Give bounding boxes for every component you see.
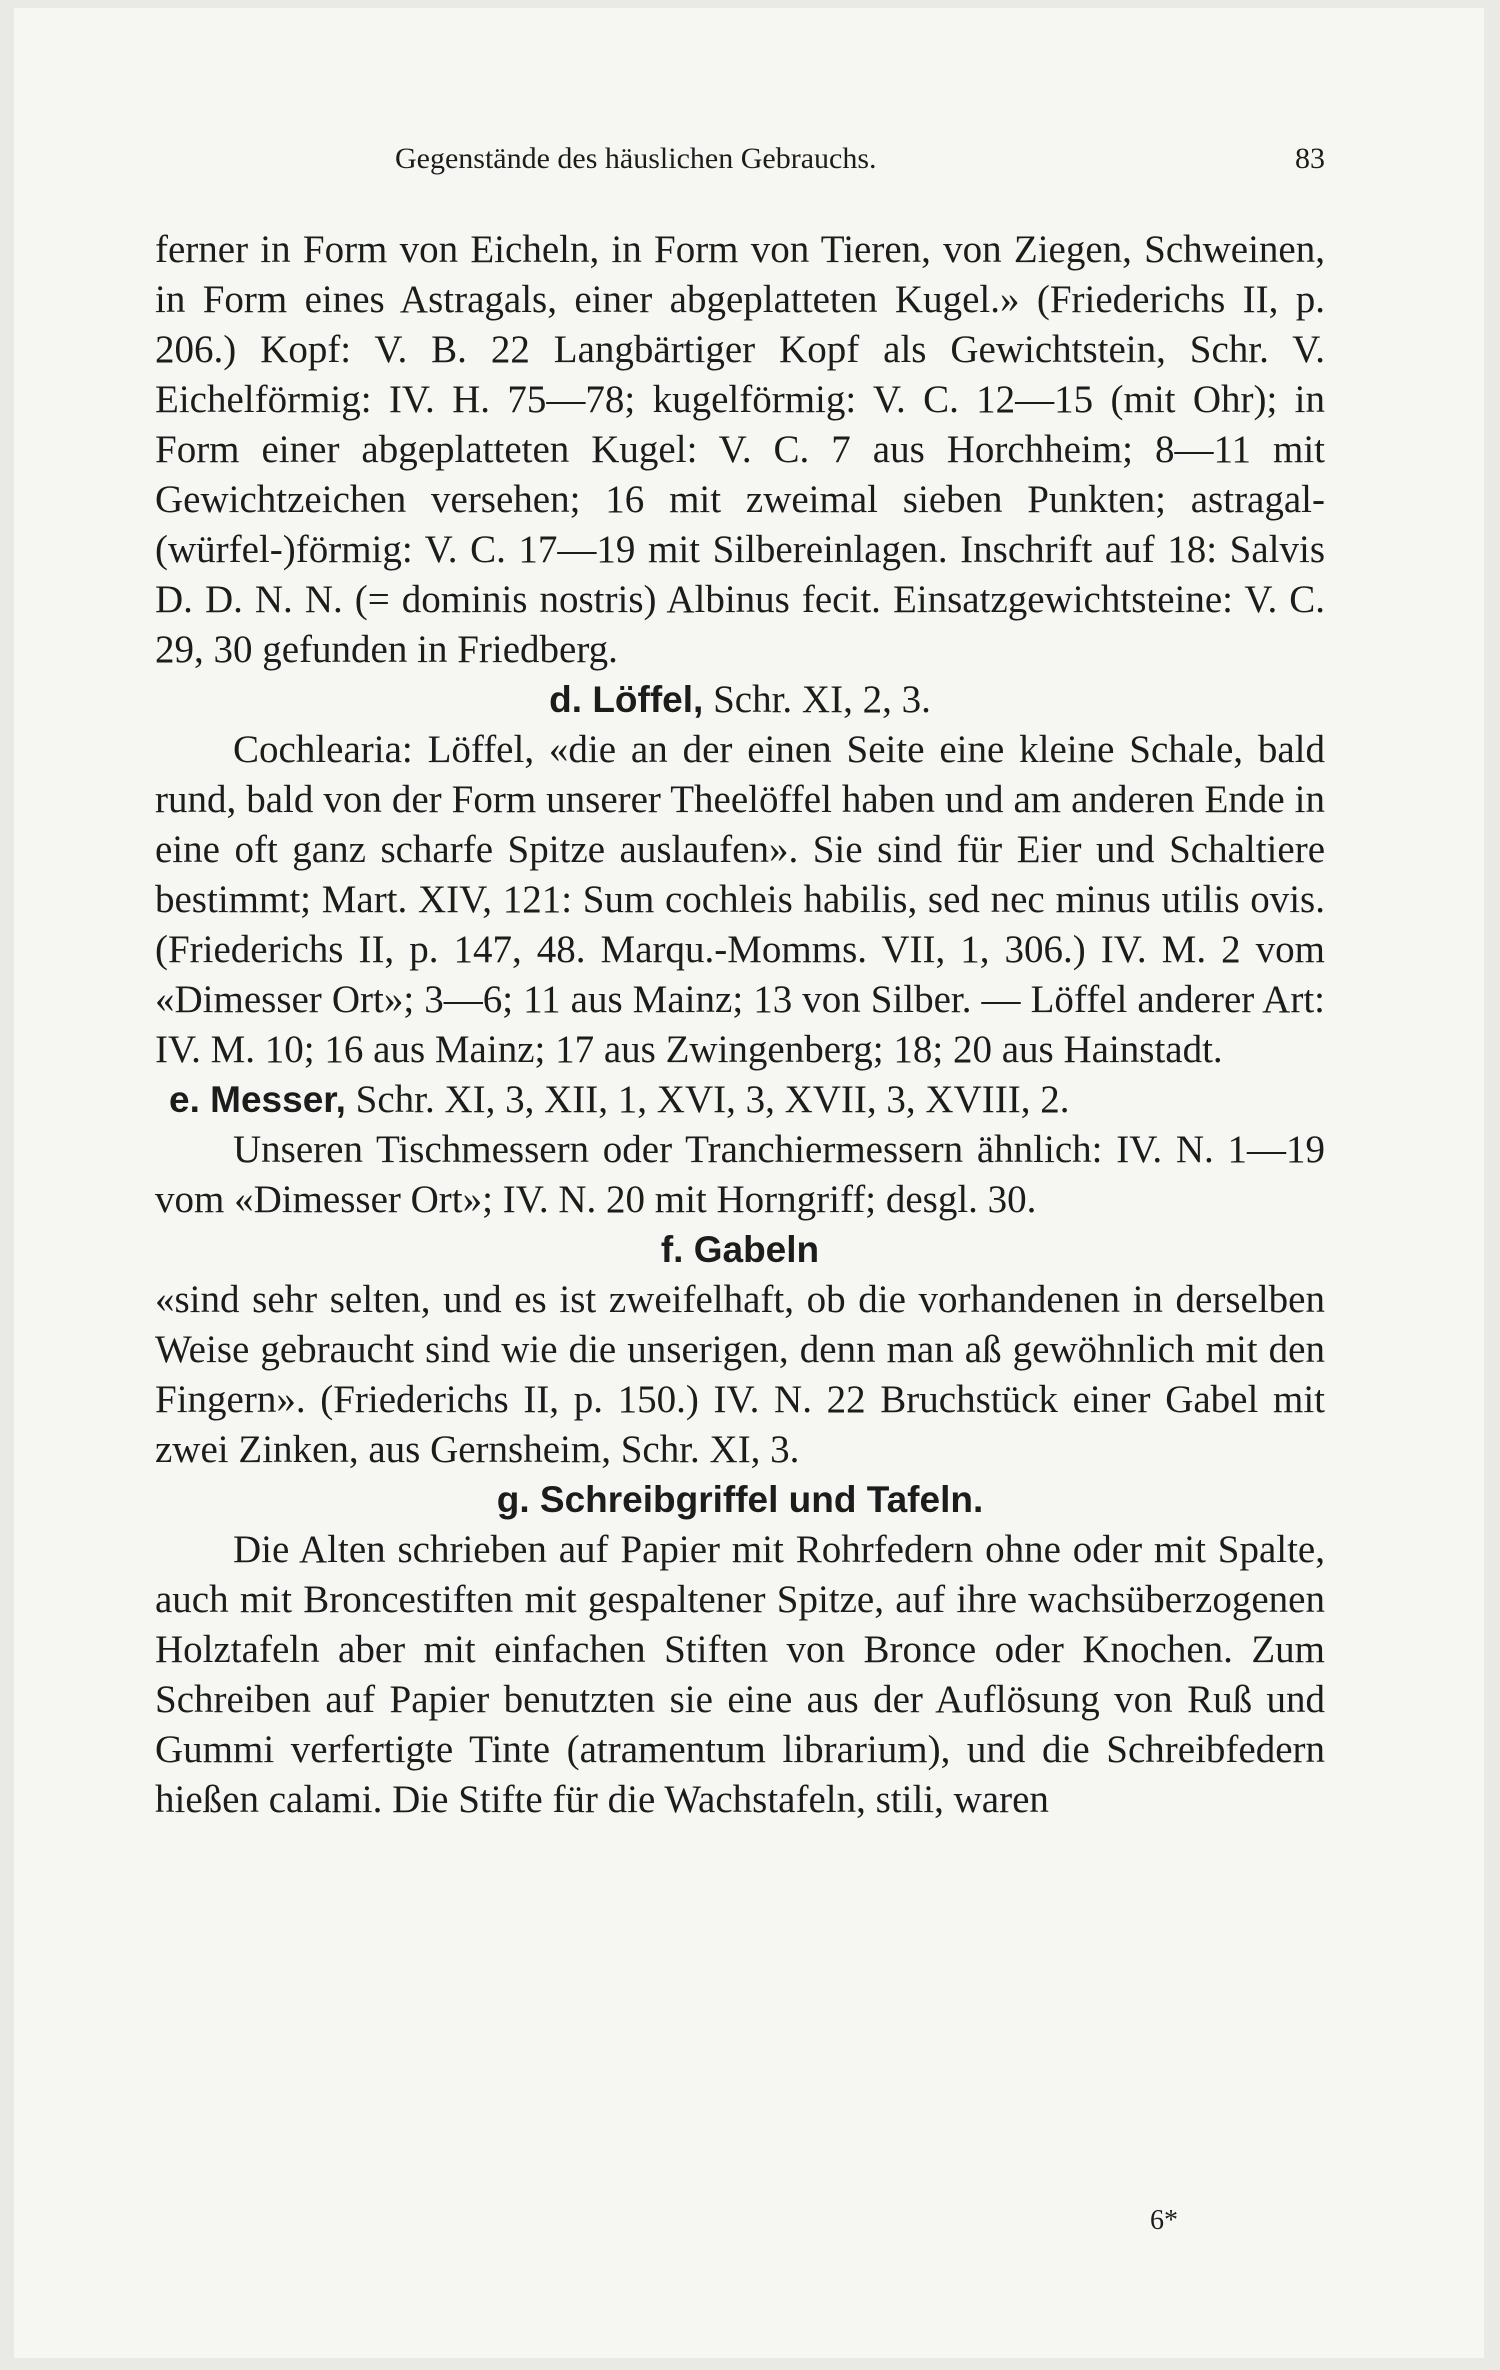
page-number: 83 [1295, 142, 1325, 175]
section-reference-loeffel: Schr. XI, 2, 3. [713, 678, 931, 721]
paragraph-messer: Unseren Tischmessern oder Tranchiermessern ähnlich: IV. N. 1—19 vom «Dimesser Ort»; IV. N. 20 mit Horngriff; desgl. 30. [155, 1128, 1325, 1221]
section-heading-loeffel [155, 675, 1325, 725]
section-label-messer: e. Messer, [169, 1079, 346, 1120]
paragraph-weights: ferner in Form von Eicheln, in Form von Tieren, von Ziegen, Schweinen, in Form eines Astragals, einer abgeplatteten Kugel.» (Friederichs II, p. 206.) Kopf: V. B. 22 Langbärtiger Kopf als Gewichtstein, Schr. V. Eichelförmig: IV. H. 75—78; kugelförmig: V. C. 12—15 (mit Ohr); in Form einer abgeplatteten Kugel: V. C. 7 aus Horchheim; 8—11 mit Gewichtzeichen versehen; 16 mit zweimal sieben Punkten; astragal-(würfel-)förmig: V. C. 17—19 mit Silbereinlagen. Inschrift auf 18: Salvis D. D. N. N. (= dominis nostris) Albinus fecit. Einsatzgewichtsteine: V. C. 29, 30 gefunden in Friedberg. [155, 228, 1325, 671]
printer-signature: 6* [1150, 2205, 1178, 2236]
paragraph-schreibgriffel: Die Alten schrieben auf Papier mit Rohrfedern ohne oder mit Spalte, auch mit Broncestiften mit gespaltener Spitze, auf ihre wachsüberzogenen Holztafeln aber mit einfachen Stiften von Bronce oder Knochen. Zum Schreiben auf Papier benutzten sie eine aus der Auflösung von Ruß und Gummi verfertigte Tinte (atramentum librarium), und die Schreibfedern hießen calami. Die Stifte für die Wachstafeln, stili, waren [155, 1528, 1325, 1821]
page-body [155, 225, 1325, 1825]
section-heading-schreibgriffel [155, 1475, 1325, 1525]
running-title: Gegenstände des häuslichen Gebrauchs. [395, 142, 877, 175]
section-reference-messer: Schr. XI, 3, XII, 1, XVI, 3, XVII, 3, XVIII, 2. [355, 1078, 1070, 1121]
section-heading-messer [155, 1075, 1325, 1125]
section-label-gabeln: f. Gabeln [660, 1229, 820, 1270]
paragraph-loeffel: Cochlearia: Löffel, «die an der einen Seite eine kleine Schale, bald rund, bald von der Form unserer Theelöffel haben und am anderen Ende in eine oft ganz scharfe Spitze auslaufen». Sie sind für Eier und Schaltiere bestimmt; Mart. XIV, 121: Sum cochleis habilis, sed nec minus utilis ovis. (Friederichs II, p. 147, 48. Marqu.-Momms. VII, 1, 306.) IV. M. 2 vom «Dimesser Ort»; 3—6; 11 aus Mainz; 13 von Silber. — Löffel anderer Art: IV. M. 10; 16 aus Mainz; 17 aus Zwingenberg; 18; 20 aus Hainstadt. [155, 728, 1325, 1071]
section-label-schreibgriffel: g. Schreibgriffel und Tafeln. [496, 1479, 984, 1520]
paragraph-gabeln: «sind sehr selten, und es ist zweifelhaft, ob die vorhandenen in derselben Weise gebraucht sind wie die unserigen, denn man aß gewöhnlich mit den Fingern». (Friederichs II, p. 150.) IV. N. 22 Bruchstück einer Gabel mit zwei Zinken, aus Gernsheim, Schr. XI, 3. [155, 1278, 1325, 1471]
section-label-loeffel: d. Löffel, [549, 679, 704, 720]
section-heading-gabeln [155, 1225, 1325, 1275]
